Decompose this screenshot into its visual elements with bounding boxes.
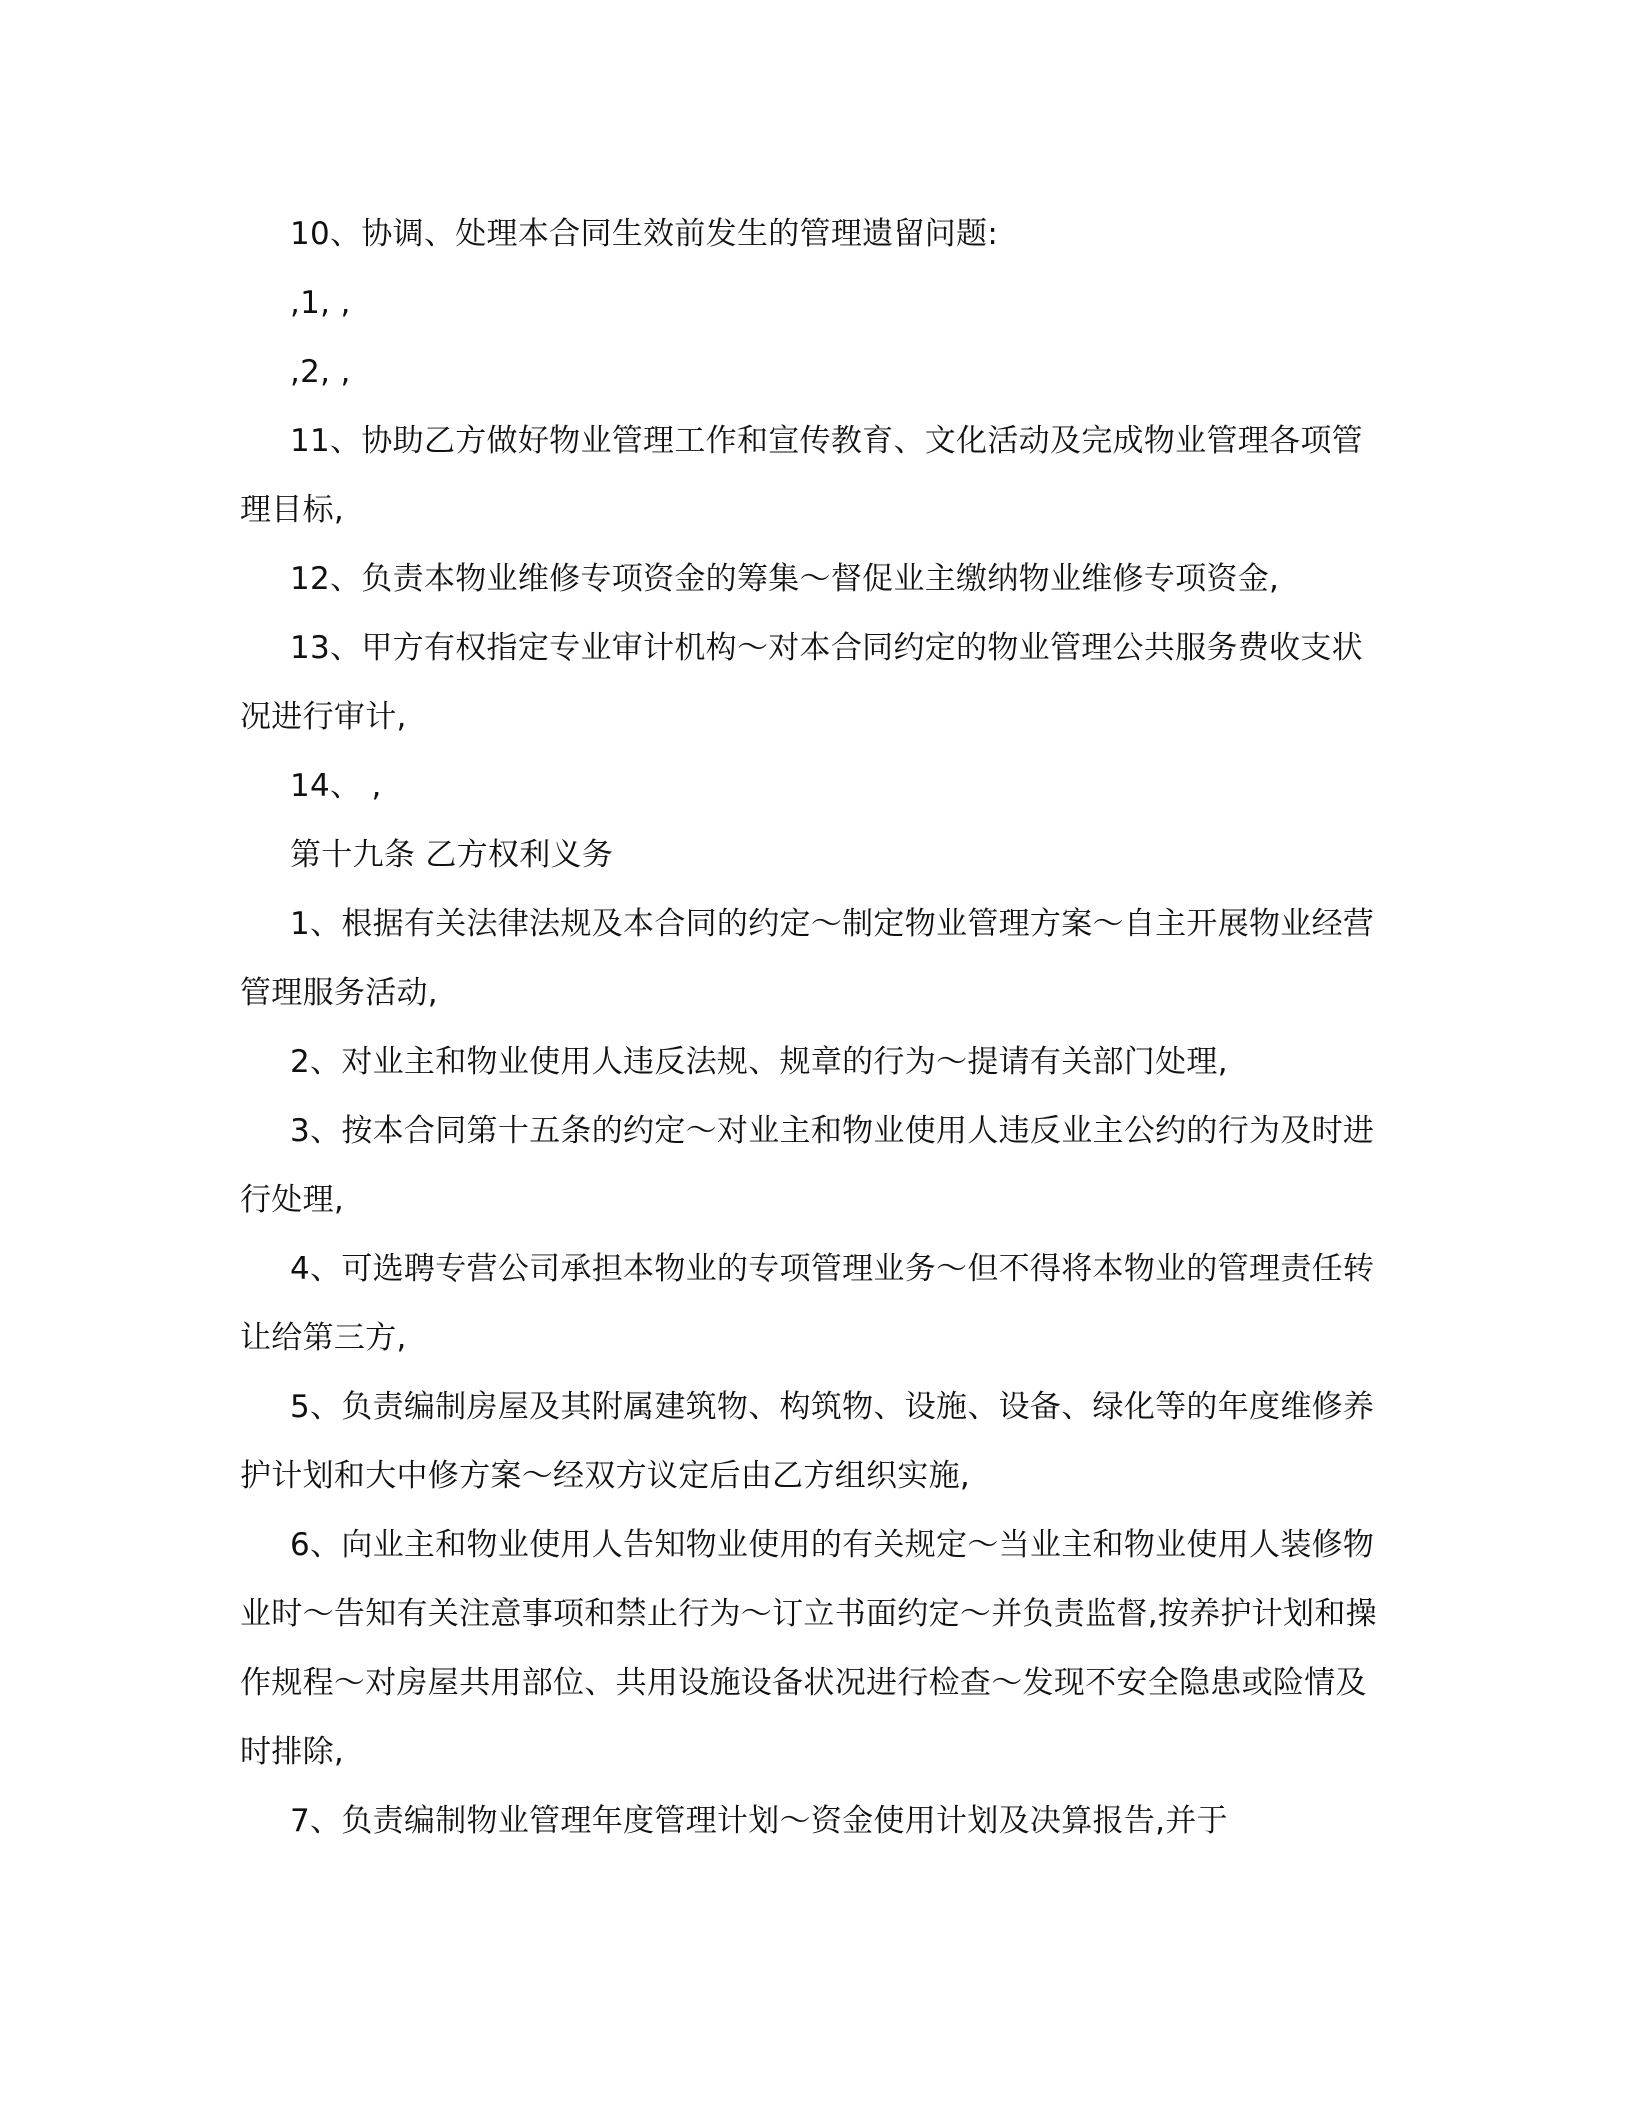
paragraph-party-b-item-2: 2、对业主和物业使用人违反法规、规章的行为～提请有关部门处理, — [290, 1044, 1228, 1080]
document-body — [240, 200, 1390, 1856]
paragraph-party-b-item-3: 3、按本合同第十五条的约定～对业主和物业使用人违反业主公约的行为及时进行处理, — [240, 1113, 1375, 1218]
paragraph-item-13: 13、甲方有权指定专业审计机构～对本合同约定的物业管理公共服务费收支状况进行审计, — [240, 630, 1363, 735]
paragraph-party-b-item-4: 4、可选聘专营公司承担本物业的专项管理业务～但不得将本物业的管理责任转让给第三方, — [240, 1251, 1375, 1356]
paragraph-party-b-item-1: 1、根据有关法律法规及本合同的约定～制定物业管理方案～自主开展物业经营管理服务活动, — [240, 906, 1375, 1011]
paragraph-subitem-1: ,1, , — [290, 285, 351, 321]
paragraph-item-10: 10、协调、处理本合同生效前发生的管理遗留问题: — [290, 216, 999, 252]
paragraph-party-b-item-5: 5、负责编制房屋及其附属建筑物、构筑物、设施、设备、绿化等的年度维修养护计划和大中修方案～经双方议定后由乙方组织实施, — [240, 1389, 1375, 1494]
paragraph-item-12: 12、负责本物业维修专项资金的筹集～督促业主缴纳物业维修专项资金, — [290, 561, 1280, 597]
section-heading-article-19: 第十九条 乙方权利义务 — [290, 837, 614, 873]
paragraph-item-11: 11、协助乙方做好物业管理工作和宣传教育、文化活动及完成物业管理各项管理目标, — [240, 423, 1363, 528]
paragraph-party-b-item-6: 6、向业主和物业使用人告知物业使用的有关规定～当业主和物业使用人装修物业时～告知有关注意事项和禁止行为～订立书面约定～并负责监督,按养护计划和操作规程～对房屋共用部位、共用设施设备状况进行检查～发现不安全隐患或险情及时排除, — [240, 1527, 1377, 1770]
paragraph-subitem-2: ,2, , — [290, 354, 351, 390]
paragraph-party-b-item-7: 7、负责编制物业管理年度管理计划～资金使用计划及决算报告,并于 — [290, 1803, 1228, 1839]
paragraph-item-14: 14、 , — [290, 768, 382, 804]
